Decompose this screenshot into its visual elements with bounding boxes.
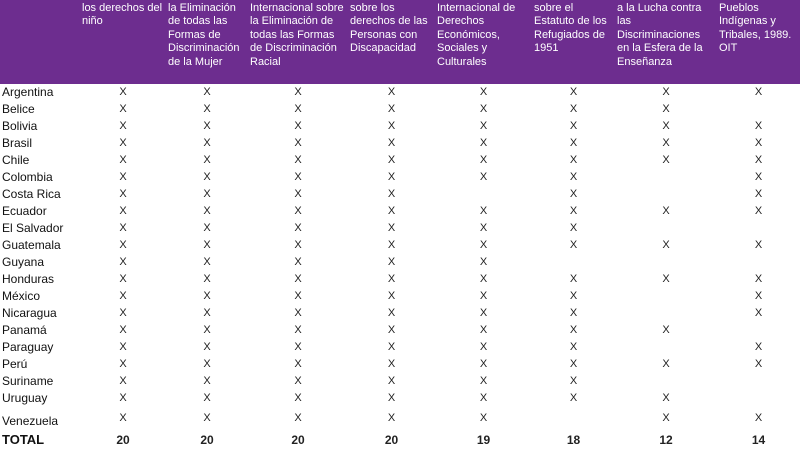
table-row xyxy=(0,356,800,373)
ratification-mark: X xyxy=(754,307,763,319)
total-label: TOTAL xyxy=(2,432,45,447)
ratification-mark: X xyxy=(203,103,211,115)
country-name: Paraguay xyxy=(2,340,54,354)
header-corner xyxy=(0,0,80,84)
ratification-mark: X xyxy=(119,222,127,234)
ratification-mark: X xyxy=(662,120,670,132)
ratification-mark: X xyxy=(662,392,670,404)
ratification-mark xyxy=(717,322,800,339)
table-row xyxy=(0,407,800,430)
table-row xyxy=(0,186,800,203)
ratification-mark: X xyxy=(479,412,488,424)
ratification-mark: X xyxy=(754,205,763,217)
ratification-mark xyxy=(615,169,717,186)
ratification-mark: X xyxy=(387,375,396,387)
table-row xyxy=(0,203,800,220)
total-value: 20 xyxy=(200,433,214,447)
ratification-mark xyxy=(435,186,532,203)
header-col-8: Pueblos Indígenas y Tribales, 1989. OIT xyxy=(717,0,800,84)
country-name: México xyxy=(2,289,41,303)
ratification-mark: X xyxy=(754,120,763,132)
ratification-mark: X xyxy=(203,239,211,251)
country-name: Venezuela xyxy=(2,414,59,428)
table-row xyxy=(0,135,800,152)
country-name: Brasil xyxy=(2,136,33,150)
ratification-mark: X xyxy=(754,86,763,98)
ratification-mark: X xyxy=(387,341,396,353)
header-col-5: Internacional de Derechos Económicos, Sociales y Culturales xyxy=(435,0,532,84)
total-value: 20 xyxy=(384,433,399,447)
ratification-mark xyxy=(717,373,800,390)
country-name: Panamá xyxy=(2,323,47,337)
ratification-mark: X xyxy=(479,341,488,353)
ratification-mark: X xyxy=(294,154,302,166)
ratification-mark: X xyxy=(119,375,127,387)
ratification-mark: X xyxy=(387,256,396,268)
ratification-mark: X xyxy=(569,392,578,404)
ratification-mark: X xyxy=(569,341,578,353)
total-value: 19 xyxy=(476,433,491,447)
ratification-mark: X xyxy=(479,222,488,234)
country-name: Ecuador xyxy=(2,204,47,218)
table-row xyxy=(0,254,800,271)
ratification-mark: X xyxy=(754,341,763,353)
ratification-mark: X xyxy=(754,358,763,370)
ratification-mark xyxy=(615,220,717,237)
ratification-mark: X xyxy=(119,154,127,166)
ratification-mark: X xyxy=(754,137,763,149)
ratification-mark: X xyxy=(754,154,763,166)
ratification-mark: X xyxy=(479,375,488,387)
ratification-mark: X xyxy=(387,137,396,149)
country-name: Chile xyxy=(2,153,30,167)
table-row xyxy=(0,322,800,339)
header-col-1: los derechos del niño xyxy=(80,0,166,84)
ratification-mark: X xyxy=(119,103,127,115)
ratification-mark: X xyxy=(203,120,211,132)
ratification-mark: X xyxy=(119,358,127,370)
table-row xyxy=(0,101,800,118)
ratification-mark xyxy=(717,390,800,407)
ratification-mark xyxy=(615,186,717,203)
ratification-mark: X xyxy=(479,358,488,370)
table-row xyxy=(0,84,800,101)
header-col-3: Internacional sobre la Eliminación de todas las Formas de Discriminación Racial xyxy=(248,0,348,84)
ratification-mark: X xyxy=(294,341,302,353)
ratification-mark xyxy=(717,254,800,271)
ratification-mark: X xyxy=(119,188,127,200)
ratification-mark: X xyxy=(119,239,127,251)
ratification-mark: X xyxy=(294,358,302,370)
ratification-mark: X xyxy=(119,341,127,353)
ratification-mark: X xyxy=(569,154,578,166)
ratification-mark: X xyxy=(662,412,670,424)
ratification-mark: X xyxy=(479,137,488,149)
table-row xyxy=(0,152,800,169)
ratification-mark: X xyxy=(203,188,211,200)
ratification-mark: X xyxy=(387,222,396,234)
ratification-mark: X xyxy=(754,171,763,183)
ratification-mark: X xyxy=(569,103,578,115)
header-row xyxy=(0,0,800,84)
ratification-mark: X xyxy=(569,171,578,183)
table-row xyxy=(0,339,800,356)
country-name: Bolivia xyxy=(2,119,38,133)
ratification-mark: X xyxy=(479,307,488,319)
ratification-mark: X xyxy=(203,412,211,424)
ratification-mark: X xyxy=(203,154,211,166)
country-name: Argentina xyxy=(2,85,54,99)
ratification-mark: X xyxy=(662,324,670,336)
ratification-mark: X xyxy=(479,171,488,183)
ratification-mark: X xyxy=(479,392,488,404)
country-name: Guyana xyxy=(2,255,45,269)
ratification-mark: X xyxy=(479,324,488,336)
ratification-mark: X xyxy=(294,273,302,285)
ratification-mark: X xyxy=(203,273,211,285)
country-name: Suriname xyxy=(2,374,54,388)
ratification-mark: X xyxy=(294,256,302,268)
ratification-mark: X xyxy=(119,290,127,302)
ratification-mark xyxy=(615,254,717,271)
ratification-mark: X xyxy=(754,290,763,302)
country-name: Costa Rica xyxy=(2,187,61,201)
ratification-mark: X xyxy=(203,324,211,336)
ratification-mark: X xyxy=(203,307,211,319)
total-value: 12 xyxy=(659,433,673,447)
ratification-mark: X xyxy=(294,307,302,319)
table-body xyxy=(0,84,800,450)
ratification-mark: X xyxy=(569,120,578,132)
ratification-mark: X xyxy=(294,239,302,251)
ratification-mark: X xyxy=(569,307,578,319)
ratification-mark: X xyxy=(203,86,211,98)
ratification-mark: X xyxy=(662,86,670,98)
ratification-mark: X xyxy=(754,273,763,285)
ratification-mark: X xyxy=(203,171,211,183)
header-col-7: a la Lucha contra las Discriminaciones en la Esfera de la Enseñanza xyxy=(615,0,717,84)
ratification-mark: X xyxy=(294,412,302,424)
ratification-mark: X xyxy=(119,86,127,98)
ratification-mark: X xyxy=(569,375,578,387)
ratification-mark: X xyxy=(387,120,396,132)
ratification-mark: X xyxy=(569,290,578,302)
ratification-mark: X xyxy=(203,392,211,404)
ratification-mark: X xyxy=(387,205,396,217)
ratification-mark: X xyxy=(387,290,396,302)
ratification-mark xyxy=(532,407,615,430)
total-value: 14 xyxy=(751,433,766,447)
ratification-mark: X xyxy=(119,307,127,319)
ratification-mark: X xyxy=(294,171,302,183)
ratification-mark: X xyxy=(119,205,127,217)
ratification-mark: X xyxy=(119,137,127,149)
ratification-mark xyxy=(717,220,800,237)
ratification-mark: X xyxy=(754,412,763,424)
ratification-mark: X xyxy=(119,392,127,404)
ratification-mark: X xyxy=(387,188,396,200)
table-row xyxy=(0,373,800,390)
ratification-mark: X xyxy=(569,239,578,251)
ratification-mark xyxy=(717,101,800,118)
ratification-mark: X xyxy=(662,103,670,115)
ratification-mark: X xyxy=(203,137,211,149)
ratification-mark: X xyxy=(479,205,488,217)
ratification-mark: X xyxy=(203,341,211,353)
ratification-mark: X xyxy=(387,154,396,166)
ratification-mark: X xyxy=(479,273,488,285)
header-col-6: sobre el Estatuto de los Refugiados de 1951 xyxy=(532,0,615,84)
ratification-mark: X xyxy=(203,205,211,217)
table-row xyxy=(0,220,800,237)
total-row xyxy=(0,430,800,450)
ratification-mark xyxy=(615,373,717,390)
ratification-mark: X xyxy=(754,188,763,200)
ratification-mark: X xyxy=(662,273,670,285)
ratification-mark: X xyxy=(387,239,396,251)
table-row xyxy=(0,305,800,322)
ratification-mark: X xyxy=(119,120,127,132)
table-row xyxy=(0,271,800,288)
ratification-mark: X xyxy=(294,205,302,217)
ratification-mark: X xyxy=(569,86,578,98)
ratification-mark: X xyxy=(387,103,396,115)
ratification-mark: X xyxy=(479,239,488,251)
country-name: El Salvador xyxy=(2,221,64,235)
ratification-mark: X xyxy=(119,273,127,285)
table-row xyxy=(0,390,800,407)
total-value: 20 xyxy=(291,433,305,447)
country-name: Perú xyxy=(2,357,28,371)
table-row xyxy=(0,169,800,186)
country-name: Honduras xyxy=(2,272,55,286)
ratification-mark: X xyxy=(569,188,578,200)
total-value: 18 xyxy=(566,433,581,447)
ratification-mark: X xyxy=(294,188,302,200)
ratification-mark: X xyxy=(662,154,670,166)
ratification-mark: X xyxy=(479,86,488,98)
ratification-mark: X xyxy=(294,392,302,404)
ratification-mark: X xyxy=(569,137,578,149)
ratification-mark: X xyxy=(294,222,302,234)
ratification-mark: X xyxy=(754,239,763,251)
ratification-mark: X xyxy=(119,324,127,336)
ratification-mark: X xyxy=(294,103,302,115)
ratification-mark: X xyxy=(387,412,396,424)
ratification-mark: X xyxy=(203,375,211,387)
ratification-mark xyxy=(615,288,717,305)
country-name: Guatemala xyxy=(2,238,61,252)
ratification-mark: X xyxy=(569,205,578,217)
ratification-mark: X xyxy=(569,222,578,234)
header-col-2: la Eliminación de todas las Formas de Discriminación de la Mujer xyxy=(166,0,248,84)
ratification-mark: X xyxy=(119,171,127,183)
ratification-mark: X xyxy=(662,358,670,370)
ratification-mark: X xyxy=(569,324,578,336)
table-row xyxy=(0,118,800,135)
country-name: Nicaragua xyxy=(2,306,57,320)
ratification-mark: X xyxy=(569,358,578,370)
ratification-mark: X xyxy=(662,239,670,251)
ratification-mark: X xyxy=(662,137,670,149)
ratification-mark: X xyxy=(203,290,211,302)
ratification-mark: X xyxy=(387,358,396,370)
ratification-mark: X xyxy=(294,120,302,132)
ratification-mark: X xyxy=(387,86,396,98)
ratification-mark: X xyxy=(119,412,127,424)
ratification-mark: X xyxy=(387,171,396,183)
ratification-mark: X xyxy=(479,154,488,166)
ratification-mark xyxy=(532,254,615,271)
ratification-mark: X xyxy=(387,307,396,319)
ratification-mark: X xyxy=(294,86,302,98)
ratification-mark: X xyxy=(479,256,488,268)
ratification-mark: X xyxy=(294,137,302,149)
total-value: 20 xyxy=(116,433,130,447)
ratification-mark: X xyxy=(203,358,211,370)
ratification-mark: X xyxy=(662,205,670,217)
ratification-mark: X xyxy=(387,273,396,285)
ratification-mark: X xyxy=(479,120,488,132)
ratification-mark: X xyxy=(479,103,488,115)
ratification-mark: X xyxy=(387,324,396,336)
ratification-mark: X xyxy=(203,256,211,268)
ratification-mark: X xyxy=(294,290,302,302)
ratification-mark: X xyxy=(294,324,302,336)
ratification-mark: X xyxy=(203,222,211,234)
country-name: Belice xyxy=(2,102,35,116)
header-col-4: sobre los derechos de las Personas con Discapacidad xyxy=(348,0,435,84)
ratification-mark: X xyxy=(294,375,302,387)
table-row xyxy=(0,288,800,305)
country-name: Uruguay xyxy=(2,391,48,405)
ratification-mark: X xyxy=(119,256,127,268)
ratification-mark xyxy=(615,339,717,356)
ratification-mark: X xyxy=(387,392,396,404)
country-name: Colombia xyxy=(2,170,53,184)
ratification-mark xyxy=(615,305,717,322)
ratification-mark: X xyxy=(479,290,488,302)
table-row xyxy=(0,237,800,254)
ratification-mark: X xyxy=(569,273,578,285)
